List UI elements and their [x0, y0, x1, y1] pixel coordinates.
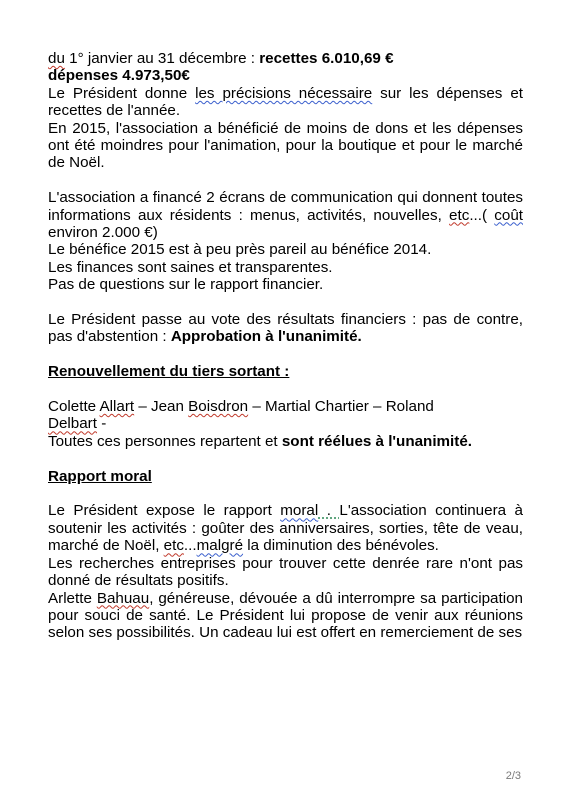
names-line: Colette Allart – Jean Boisdron – Martial Chartier – Roland — [48, 398, 434, 416]
approbation-text: Approbation à l'unanimité. — [170, 328, 362, 346]
spacer — [48, 450, 523, 467]
president-details-paragraph: Le Président donne les précisions nécessaire sur les dépenses et recettes de l'année. — [48, 84, 523, 120]
benefice-line: Le bénéfice 2015 est à peu près pareil au bénéfice 2014. — [48, 241, 432, 259]
depenses-amount: dépenses 4.973,50€ — [48, 67, 190, 85]
ecrans-paragraph: L'association a financé 2 écrans de communication qui donnent toutes informations aux résidents : menus, activités, nouvelles, etc...( coût environ 2.000 €) — [48, 189, 523, 242]
reelues-text: sont réélues à l'unanimité. — [281, 432, 472, 450]
rapport-paragraph: Le Président expose le rapport moral . L'association continuera à soutenir les activités : goûter des anniversaires, sorties, tête de veau, marché de Noël, etc...malgré la diminution des bénévoles. — [48, 502, 523, 555]
rapport-moral-heading: Rapport moral — [48, 467, 152, 485]
recettes-amount: recettes 6.010,69 € — [259, 50, 394, 67]
spacer — [48, 381, 523, 398]
spacer — [48, 172, 523, 189]
precisions-text: les précisions nécessaire — [195, 84, 373, 102]
pas-de-questions-line: Pas de questions sur le rapport financier. — [48, 276, 324, 294]
spacer — [48, 294, 523, 311]
names-line-2: Delbart - — [48, 415, 107, 433]
renouvellement-heading: Renouvellement du tiers sortant : — [48, 363, 290, 381]
arlette-paragraph: Arlette Bahuau, généreuse, dévouée a dû interrompre sa participation pour souci de santé. Le Président lui propose de venir aux réunions selon ses possibilités. Un cadeau lui est offert en remerciement de ses — [48, 589, 523, 642]
document-page — [48, 50, 523, 642]
period-text: 1° janvier au 31 décembre : — [64, 50, 260, 67]
recherches-paragraph: Les recherches entreprises pour trouver cette denrée rare n'ont pas donné de résultats positifs. — [48, 554, 523, 590]
spacer — [48, 346, 523, 363]
vote-paragraph: Le Président passe au vote des résultats financiers : pas de contre, pas d'abstention : Approbation à l'unanimité. — [48, 311, 523, 346]
word-du: du — [48, 50, 65, 67]
paragraph-2015: En 2015, l'association a bénéficié de moins de dons et les dépenses ont été moindres pour l'animation, pour la boutique et pour le marché de Noël. — [48, 119, 523, 172]
finances-saines-line: Les finances sont saines et transparentes. — [48, 258, 333, 276]
finances-summary-line — [48, 50, 523, 67]
page-number: 2/3 — [505, 770, 521, 782]
spacer — [48, 485, 523, 502]
reelection-paragraph: Toutes ces personnes repartent et sont réélues à l'unanimité. — [48, 432, 472, 450]
